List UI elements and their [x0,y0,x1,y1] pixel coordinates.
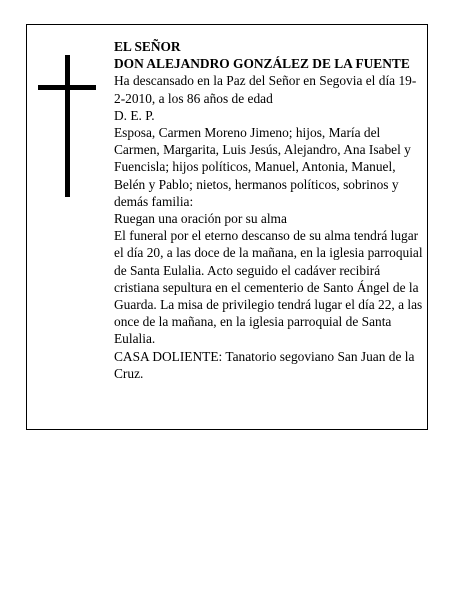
obituary-text [114,38,424,382]
rest-in-peace: D. E. P. [114,107,155,123]
deceased-name: DON ALEJANDRO GONZÁLEZ DE LA FUENTE [114,56,410,72]
family-list: Esposa, Carmen Moreno Jimeno; hijos, María del Carmen, Margarita, Luis Jesús, Alejandro, Ana Isabel y Fuencisla; hijos políticos, Manuel, Antonia, Manuel, Belén y Pablo; nietos, hermanos políticos, sobrinos y demás familia: [114,125,411,209]
cross-icon [38,55,96,197]
cross-vertical-bar [65,55,70,197]
obituary-title: EL SEÑOR [114,39,181,54]
prayer-request: Ruegan una oración por su alma [114,211,287,227]
funeral-details: El funeral por el eterno descanso de su alma tendrá lugar el día 20, a las doce de la mañana, en la iglesia parroquial de Santa Eulalia. Acto seguido el cadáver recibirá cristiana sepultura en el cementerio de Santo Ángel de la Guarda. La misa de privilegio tendrá lugar el día 22, a las once de la mañana, en la iglesia parroquial de Santa Eulalia. [114,228,423,347]
death-statement: Ha descansado en la Paz del Señor en Segovia el día 19-2-2010, a los 86 años de edad [114,73,417,106]
mourning-house: CASA DOLIENTE: Tanatorio segoviano San Juan de la Cruz. [114,348,415,381]
cross-horizontal-bar [38,85,96,90]
